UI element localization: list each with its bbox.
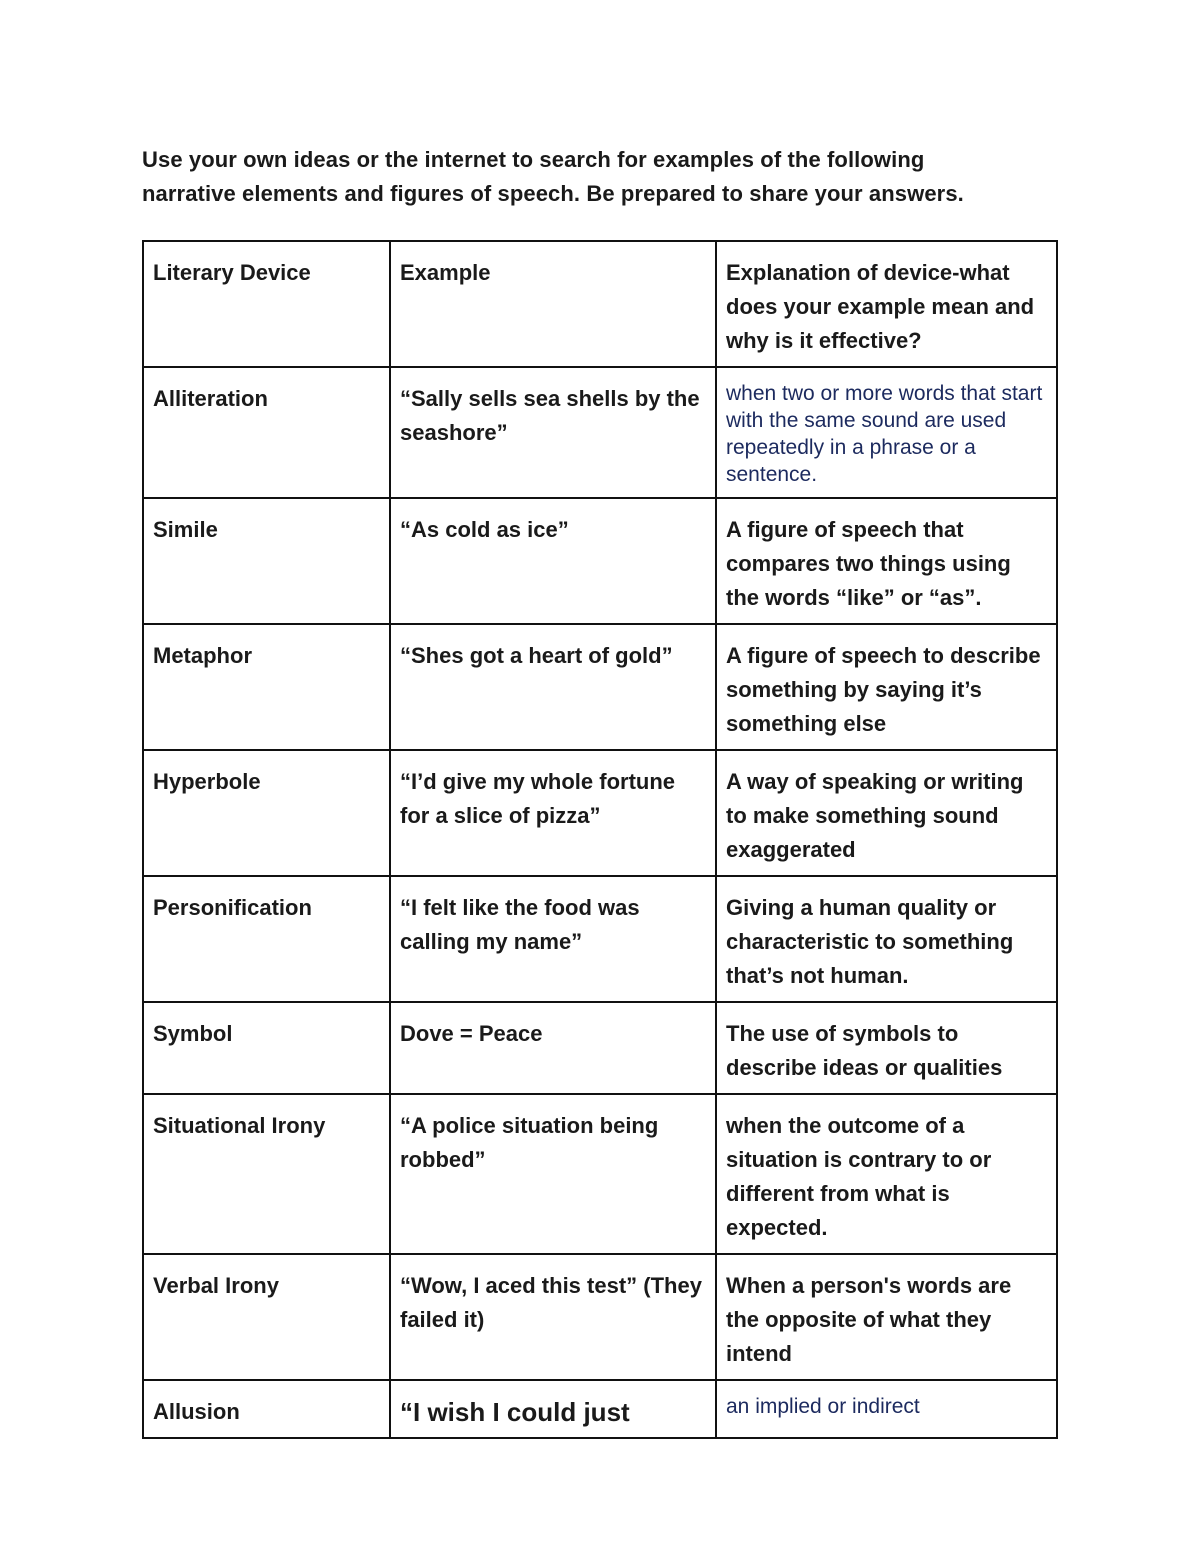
explanation-cell: When a person's words are the opposite of what they intend bbox=[716, 1254, 1057, 1380]
example-cell: “Shes got a heart of gold” bbox=[390, 624, 716, 750]
device-cell: Alliteration bbox=[143, 367, 390, 498]
example-cell: “A police situation being robbed” bbox=[390, 1094, 716, 1254]
example-cell: “As cold as ice” bbox=[390, 498, 716, 624]
explanation-cell: when the outcome of a situation is contrary to or different from what is expected. bbox=[716, 1094, 1057, 1254]
explanation-cell: Giving a human quality or characteristic to something that’s not human. bbox=[716, 876, 1057, 1002]
device-cell: Personification bbox=[143, 876, 390, 1002]
table-row bbox=[143, 1254, 1057, 1380]
device-cell: Metaphor bbox=[143, 624, 390, 750]
device-cell: Verbal Irony bbox=[143, 1254, 390, 1380]
device-cell: Symbol bbox=[143, 1002, 390, 1094]
instructions-line-2: narrative elements and figures of speech. Be prepared to share your answers. bbox=[142, 181, 964, 206]
instructions bbox=[142, 143, 1062, 211]
example-cell: “Wow, I aced this test” (They failed it) bbox=[390, 1254, 716, 1380]
table-row bbox=[143, 876, 1057, 1002]
explanation-cell: when two or more words that start with the same sound are used repeatedly in a phrase or a sentence. bbox=[716, 367, 1057, 498]
explanation-cell: A figure of speech that compares two things using the words “like” or “as”. bbox=[716, 498, 1057, 624]
table-row bbox=[143, 1380, 1057, 1438]
literary-devices-table bbox=[142, 240, 1058, 1439]
table-row bbox=[143, 367, 1057, 498]
example-cell: “I wish I could just bbox=[390, 1380, 716, 1438]
header-explanation: Explanation of device-what does your example mean and why is it effective? bbox=[716, 241, 1057, 367]
table-header-row bbox=[143, 241, 1057, 367]
example-cell: Dove = Peace bbox=[390, 1002, 716, 1094]
table-row bbox=[143, 624, 1057, 750]
device-cell: Allusion bbox=[143, 1380, 390, 1438]
explanation-cell: A figure of speech to describe something by saying it’s something else bbox=[716, 624, 1057, 750]
example-cell: “I felt like the food was calling my name” bbox=[390, 876, 716, 1002]
explanation-cell: The use of symbols to describe ideas or qualities bbox=[716, 1002, 1057, 1094]
instructions-line-1: Use your own ideas or the internet to search for examples of the following bbox=[142, 147, 925, 172]
example-cell: “I’d give my whole fortune for a slice of pizza” bbox=[390, 750, 716, 876]
table-row bbox=[143, 1094, 1057, 1254]
table-row bbox=[143, 750, 1057, 876]
table-row bbox=[143, 498, 1057, 624]
table-row bbox=[143, 1002, 1057, 1094]
device-cell: Hyperbole bbox=[143, 750, 390, 876]
device-cell: Situational Irony bbox=[143, 1094, 390, 1254]
header-example: Example bbox=[390, 241, 716, 367]
explanation-cell: an implied or indirect bbox=[716, 1380, 1057, 1438]
example-cell: “Sally sells sea shells by the seashore” bbox=[390, 367, 716, 498]
explanation-cell: A way of speaking or writing to make something sound exaggerated bbox=[716, 750, 1057, 876]
header-literary-device: Literary Device bbox=[143, 241, 390, 367]
device-cell: Simile bbox=[143, 498, 390, 624]
